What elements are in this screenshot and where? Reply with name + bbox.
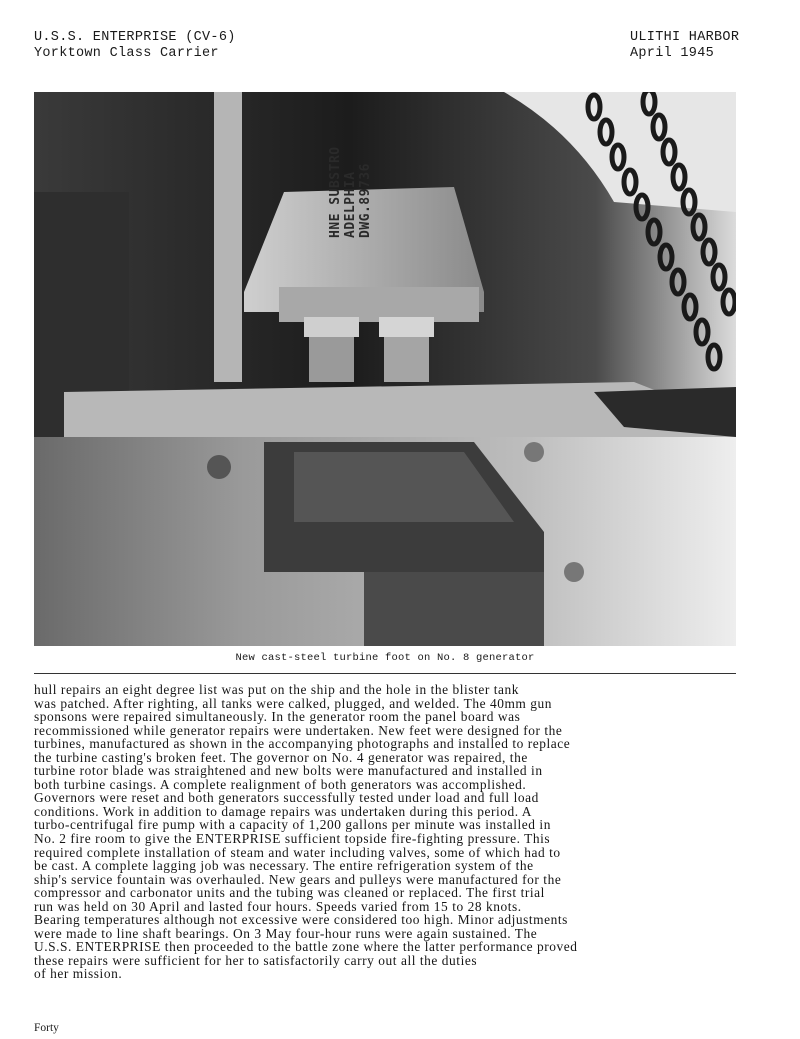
header-right (630, 30, 739, 62)
body-text (34, 683, 744, 981)
photo-illustration (34, 92, 736, 646)
body-line: were made to line shaft bearings. On 3 May four-hour runs were again sustained. The (34, 925, 538, 941)
body-line: conditions. Work in addition to damage repairs was undertaken during this period. A (34, 803, 533, 819)
divider (34, 673, 736, 674)
location: ULITHI HARBOR (630, 30, 740, 45)
ship-name: U.S.S. ENTERPRISE (CV-6) (34, 30, 236, 45)
body-line: turbines, manufactured as shown in the accompanying photographs and installed to replace (34, 736, 571, 752)
body-line: No. 2 fire room to give the ENTERPRISE sufficient topside fire-fighting pressure. This (34, 831, 551, 847)
body-line: Governors were reset and both generators successfully tested under load and full load (34, 790, 539, 806)
header-left (34, 30, 236, 62)
body-line: the turbine casting's broken feet. The governor on No. 4 generator was repaired, the (34, 749, 528, 765)
nut-left (304, 317, 359, 337)
body-line: of her mission. (34, 966, 123, 982)
body-line: Bearing temperatures although not excessive were considered too high. Minor adjustments (34, 912, 568, 928)
ship-class: Yorktown Class Carrier (34, 46, 219, 61)
body-line: these repairs were sufficient for her to satisfactorily carry out all the duties (34, 952, 478, 968)
page-number: Forty (34, 1022, 59, 1034)
stencil-line: DWG.89736 (358, 163, 373, 238)
body-line: run was held on 30 April and lasted four hours. Speeds varied from 15 to 28 knots. (34, 898, 522, 914)
body-line: required complete installation of steam and water including valves, some of which had to (34, 844, 561, 860)
upper-block-base (279, 287, 479, 322)
body-line: turbo-centrifugal fire pump with a capacity of 1,200 gallons per minute was installed in (34, 817, 551, 833)
body-line: ship's service fountain was overhauled. New gears and pulleys were manufactured for the (34, 871, 562, 887)
body-line: U.S.S. ENTERPRISE then proceeded to the battle zone where the latter performance proved (34, 939, 578, 955)
date: April 1945 (630, 46, 715, 61)
casing-bolt-2 (564, 562, 584, 582)
body-line: sponsons were repaired simultaneously. In the generator room the panel board was (34, 709, 521, 725)
body-line: was patched. After righting, all tanks were calked, plugged, and welded. The 40mm gun (34, 695, 553, 711)
body-line: recommissioned while generator repairs were undertaken. New feet were designed for the (34, 722, 563, 738)
vertical-post (214, 92, 242, 382)
casing-bolt-3 (207, 455, 231, 479)
turbine-foot-photo (34, 92, 736, 646)
body-line: both turbine casings. A complete realignment of both generators was accomplished. (34, 776, 527, 792)
body-line: compressor and carbonator units and the tubing was cleaned or replaced. The first trial (34, 885, 545, 901)
foot-pedestal (364, 572, 544, 646)
casing-bolt-1 (524, 442, 544, 462)
stencil-line: HNE SUBSTRO (328, 146, 343, 238)
nut-right (379, 317, 434, 337)
body-line: hull repairs an eight degree list was put on the ship and the hole in the blister tank (34, 682, 519, 697)
body-line: be cast. A complete lagging job was necessary. The entire refrigeration system of the (34, 858, 534, 874)
body-line: turbine rotor blade was straightened and new bolts were manufactured and installed in (34, 763, 543, 779)
stencil-line: ADELPHIA (343, 171, 358, 238)
stencil-text (328, 146, 373, 238)
photo-caption: New cast-steel turbine foot on No. 8 generator (235, 652, 535, 664)
